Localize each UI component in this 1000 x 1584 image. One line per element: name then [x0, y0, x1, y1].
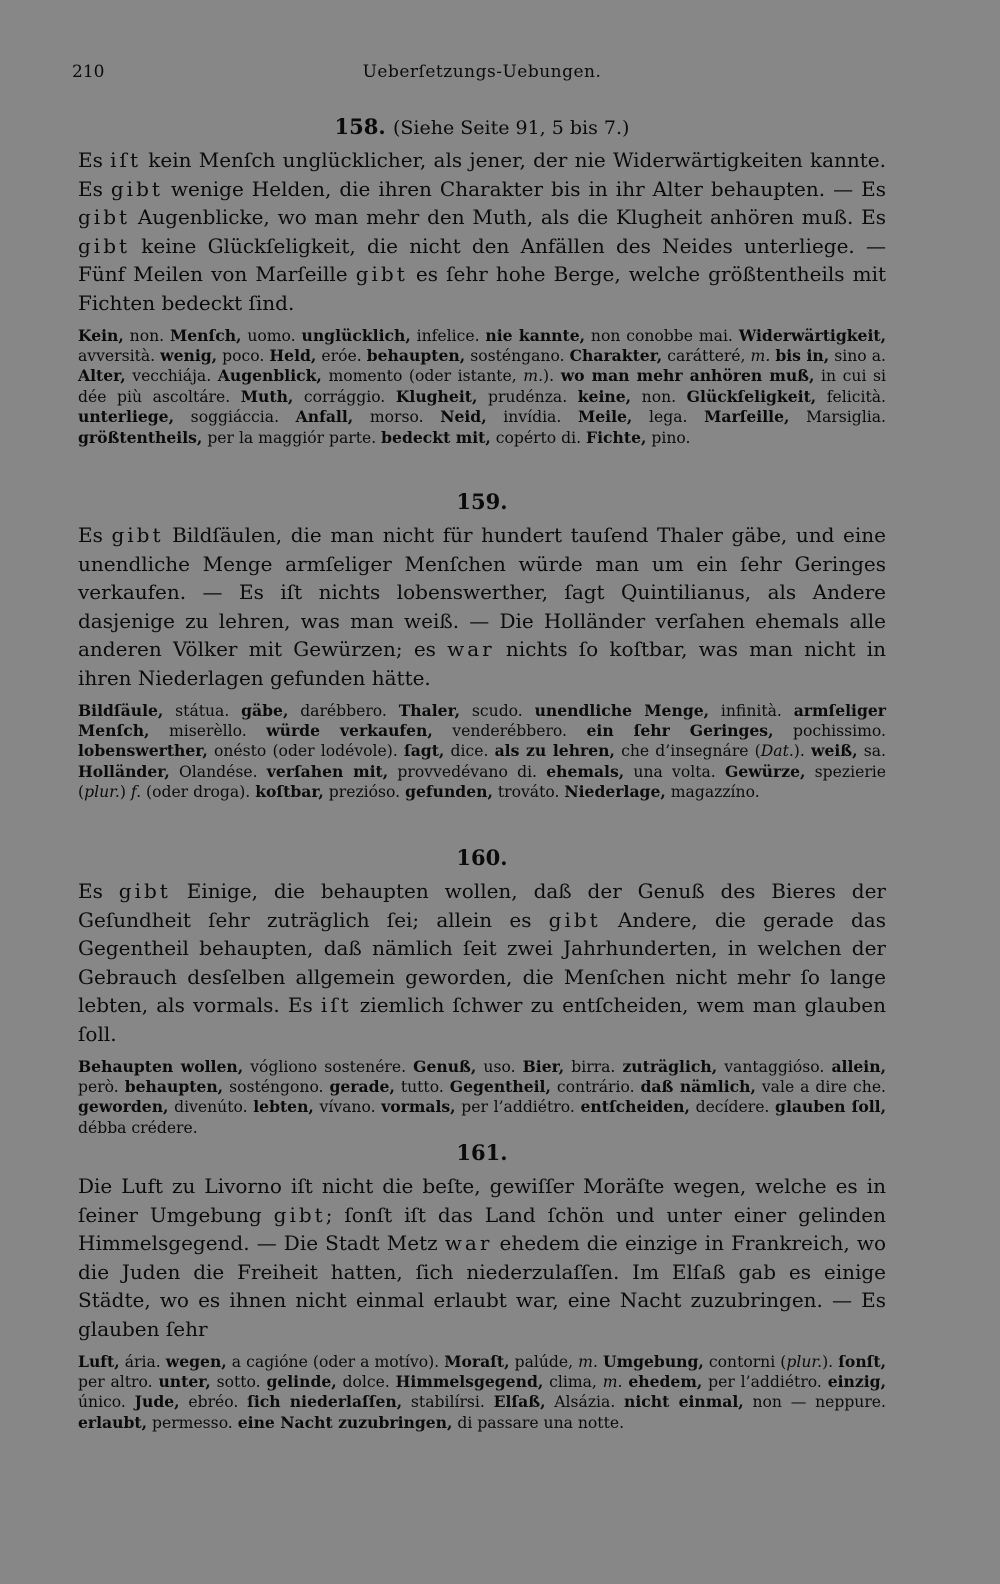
text-run: dolce.	[336, 1372, 396, 1391]
gloss-term: bedeckt mit,	[381, 427, 491, 447]
gloss-term: ehemals,	[546, 761, 625, 781]
exercise-paragraph	[78, 146, 886, 318]
vocabulary-gloss	[78, 701, 886, 803]
text-run: però.	[78, 1077, 125, 1096]
text-run: carátteré,	[662, 346, 751, 365]
text-run: kein Menſch unglücklicher, als jener, der nie Widerwärtigkeiten kannte. Es	[78, 148, 887, 201]
text-run: pino.	[646, 428, 691, 447]
text-run: non — neppure.	[743, 1393, 886, 1412]
text-run: spezierie (	[78, 762, 886, 802]
text-run: ebréo.	[179, 1393, 248, 1412]
text-run: invídia.	[486, 408, 578, 427]
gloss-term: geworden,	[78, 1097, 169, 1117]
text-run: non.	[631, 387, 687, 406]
gloss-paragraph	[78, 1057, 886, 1139]
grammar-note: m.	[578, 1352, 598, 1371]
exercise-paragraph	[78, 521, 886, 693]
exercise-text	[78, 521, 886, 693]
gloss-term: Elſaß,	[493, 1392, 546, 1412]
text-run: único.	[78, 1393, 135, 1412]
gloss-term: erlaubt,	[78, 1412, 148, 1432]
gloss-paragraph	[78, 701, 886, 803]
text-run: uso.	[476, 1057, 523, 1076]
gloss-term: Kein,	[78, 325, 124, 345]
exercise-heading	[78, 1138, 886, 1172]
gloss-term: Augenblick,	[217, 366, 322, 386]
text-run: sosténgano.	[465, 346, 570, 365]
emphasized-word: war	[444, 1231, 493, 1256]
text-run: infinità.	[709, 701, 794, 720]
text-run: tutto.	[394, 1077, 450, 1096]
text-run: magazzíno.	[665, 783, 760, 802]
gloss-term: Glückſeligkeit,	[686, 386, 817, 406]
text-run: per altro.	[78, 1372, 159, 1391]
gloss-term: ſich niederlaſſen,	[247, 1392, 403, 1412]
text-run: Augenblicke, wo man mehr den Muth, als die Klugheit anhören muß. Es	[130, 205, 886, 230]
gloss-paragraph	[78, 1352, 886, 1434]
emphasized-word: gibt	[110, 176, 163, 201]
text-run: morso.	[353, 408, 441, 427]
exercise-number: 160.	[456, 845, 508, 870]
text-run: lega.	[632, 408, 705, 427]
gloss-term: Moraſt,	[444, 1351, 510, 1371]
gloss-term: unglücklich,	[301, 325, 411, 345]
gloss-term: Himmelsgegend,	[395, 1371, 544, 1391]
emphasized-word: gibt	[548, 907, 601, 932]
text-run: keine Glückſeligkeit, die nicht den Anfällen des Neides unterliege. — Fünf Meilen von Marſeille	[78, 233, 886, 287]
text-run: birra.	[564, 1057, 623, 1076]
exercise-159	[78, 487, 886, 803]
text-run: prudénza.	[477, 387, 578, 406]
text-run: vógliono sostenére.	[243, 1057, 414, 1076]
text-run: momento (oder istante,	[321, 367, 524, 386]
gloss-term: Fichte,	[586, 427, 647, 447]
gloss-term: Behaupten wollen,	[78, 1056, 244, 1076]
vocabulary-gloss	[78, 1057, 886, 1139]
text-run: sa.	[857, 742, 886, 761]
text-run: dice.	[444, 742, 495, 761]
gloss-term: wo man mehr anhören muß,	[560, 366, 815, 386]
text-run: vecchiája.	[125, 367, 218, 386]
text-run: decídere.	[689, 1098, 776, 1117]
gloss-paragraph	[78, 326, 886, 448]
gloss-term: unendliche Menge,	[534, 700, 710, 720]
text-run: Es	[78, 523, 112, 547]
exercise-paragraph	[78, 877, 886, 1049]
text-run: onésto (oder lodévole).	[207, 742, 404, 761]
page-number: 210	[72, 62, 105, 82]
gloss-term: Muth,	[240, 386, 294, 406]
gloss-term: Jude,	[134, 1392, 180, 1412]
text-run: divenúto.	[168, 1098, 254, 1117]
text-run: sosténgono.	[223, 1077, 330, 1096]
text-run: clima,	[543, 1372, 603, 1391]
text-run: permesso.	[147, 1413, 238, 1432]
text-run: Die Luft zu Livorno iſt nicht die beſte, gewiſſer Moräſte wegen, welche es in ſeiner Umgebung	[78, 1174, 886, 1227]
exercise-text	[78, 146, 886, 318]
gloss-term: ein ſehr Geringes,	[586, 720, 774, 740]
text-run: Es	[78, 148, 111, 172]
gloss-term: größtentheils,	[78, 427, 203, 447]
running-head	[72, 62, 892, 86]
text-run: Marsiglia.	[789, 408, 886, 427]
gloss-term: als zu lehren,	[494, 741, 615, 761]
gloss-term: nicht einmal,	[624, 1392, 744, 1412]
emphasized-word: gibt	[118, 879, 171, 903]
text-run: a cagióne (oder a motívo).	[226, 1352, 445, 1371]
text-run: non conobbe mai.	[585, 326, 739, 345]
exercise-number: 159.	[456, 489, 508, 514]
text-run: eróe.	[316, 346, 367, 365]
gloss-term: unter,	[158, 1371, 211, 1391]
text-run: infelice.	[410, 326, 486, 345]
text-run: (oder droga).	[141, 783, 256, 802]
text-run: scudo.	[460, 701, 535, 720]
text-run: in cui si dée più ascoltáre.	[78, 367, 887, 406]
gloss-term: behaupten,	[124, 1076, 224, 1096]
text-run: felicità.	[816, 387, 886, 406]
gloss-term: verſahen mit,	[266, 761, 389, 781]
text-run: che d’insegnáre (	[614, 742, 761, 761]
vocabulary-gloss	[78, 326, 886, 448]
emphasized-word: gibt	[78, 205, 131, 230]
gloss-term: gelinde,	[266, 1371, 337, 1391]
text-run: Es	[78, 879, 119, 903]
text-run: poco.	[217, 346, 270, 365]
emphasized-word: gibt	[273, 1202, 326, 1227]
exercise-heading	[78, 843, 886, 877]
gloss-term: koſtbar,	[255, 782, 324, 802]
gloss-term: Menſch,	[169, 325, 242, 345]
text-run: sino a.	[829, 346, 886, 365]
text-run: venderébbero.	[432, 721, 587, 740]
gloss-term: Bildſäule,	[78, 700, 164, 720]
gloss-term: zuträglich,	[622, 1056, 718, 1076]
text-run: ziemlich ſchwer zu entſcheiden, wem man glauben ſoll.	[78, 993, 886, 1046]
emphasized-word: gibt	[355, 262, 408, 287]
gloss-term: Gewürze,	[725, 761, 806, 781]
gloss-term: weiß,	[811, 741, 858, 761]
gloss-term: eine Nacht zuzubringen,	[237, 1412, 453, 1432]
gloss-term: Genuß,	[413, 1056, 477, 1076]
grammar-note: plur.	[84, 783, 120, 802]
gloss-term: allein,	[831, 1056, 887, 1076]
text-run: vale a dire che.	[755, 1077, 887, 1096]
text-run: pochissimo.	[773, 721, 886, 740]
text-run: ária.	[119, 1352, 166, 1371]
gloss-term: würde verkaufen,	[266, 720, 433, 740]
gloss-term: nie kannte,	[485, 325, 586, 345]
gloss-term: keine,	[577, 386, 632, 406]
text-run: stabilírsi.	[402, 1393, 494, 1412]
text-run: contrário.	[550, 1077, 641, 1096]
gloss-term: gäbe,	[241, 700, 289, 720]
text-run: Olandése.	[169, 762, 267, 781]
text-run: Einige, die behaupten wollen, daß der Genuß des Bieres der Geſundheit ſehr zuträglich ſei; allein es	[78, 879, 886, 932]
text-run: vívano.	[313, 1098, 382, 1117]
exercise-reference: (Siehe Seite 91, 5 bis 7.)	[392, 117, 630, 139]
text-run: per la maggiór parte.	[202, 428, 382, 447]
text-run: státua.	[163, 701, 242, 720]
gloss-term: gerade,	[329, 1076, 395, 1096]
gloss-term: Klugheit,	[395, 386, 478, 406]
gloss-term: Alter,	[78, 366, 126, 386]
gloss-term: armſeliger Menſch,	[78, 700, 887, 740]
text-run: uomo.	[241, 326, 302, 345]
running-title: Ueberſetzungs-Uebungen.	[362, 62, 602, 82]
gloss-term: Widerwärtigkeit,	[738, 325, 887, 345]
text-run: darébbero.	[288, 701, 399, 720]
text-run: contorni (	[703, 1352, 787, 1371]
emphasized-word: gibt	[111, 523, 164, 547]
gloss-term: Held,	[269, 345, 317, 365]
emphasized-word: iſt	[110, 148, 141, 172]
exercise-paragraph	[78, 1172, 886, 1344]
emphasized-word: gibt	[78, 233, 131, 258]
exercise-text	[78, 877, 886, 1049]
gloss-term: Marſeille,	[704, 407, 790, 427]
text-run: vantaggióso.	[717, 1057, 832, 1076]
gloss-term: lobenswerther,	[78, 741, 208, 761]
exercise-number: 161.	[456, 1140, 508, 1165]
text-run: wenige Helden, die ihren Charakter bis in ihr Alter behaupten. — Es	[162, 176, 886, 201]
text-run: ; ſonſt iſt das Land ſchön und unter einer gelinden Himmelsgegend. — Die Stadt Metz	[78, 1202, 887, 1256]
gloss-term: Niederlage,	[564, 782, 666, 802]
text-run: ).	[793, 742, 812, 761]
text-run: miserèllo.	[149, 721, 267, 740]
text-run: soggiáccia.	[174, 408, 296, 427]
gloss-term: ſagt,	[403, 741, 445, 761]
text-run: Andere, die gerade das Gegentheil behaupten, daß nämlich ſeit zwei Jahrhunderten, in welchen der Gebrauch desſelben allgemein geworden, die Menſchen nicht mehr ſo lange lebten, als vormals. Es	[78, 907, 886, 1018]
gloss-term: unterliege,	[78, 407, 175, 427]
gloss-term: wenig,	[160, 345, 218, 365]
exercise-number: 158.	[334, 114, 386, 139]
text-run: ehedem die einzige in Frankreich, wo die Juden die Freiheit hatten, ſich niederzulaſſen. Im Elſaß gab es einige Städte, wo es ihnen nicht einmal erlaubt war, eine Nacht zuzubringen. — Es glauben ſehr	[78, 1231, 887, 1341]
gloss-term: Charakter,	[569, 345, 663, 365]
gloss-term: Neid,	[440, 407, 487, 427]
text-run: nichts ſo koſtbar, was man nicht in ihren Niederlagen gefunden hätte.	[78, 637, 886, 690]
gloss-term: daß nämlich,	[640, 1076, 756, 1096]
gloss-term: gefunden,	[405, 782, 493, 802]
gloss-term: ſonſt,	[838, 1351, 887, 1371]
text-run: débba crédere.	[78, 1118, 198, 1137]
text-run: prezióso.	[323, 783, 406, 802]
gloss-term: ehedem,	[628, 1371, 703, 1391]
gloss-term: Umgebung,	[603, 1351, 704, 1371]
gloss-term: Thaler,	[398, 700, 461, 720]
grammar-note: Dat.	[760, 742, 794, 761]
text-run: )	[119, 783, 131, 802]
text-run: ).	[822, 1352, 839, 1371]
exercise-160	[78, 843, 886, 1138]
gloss-term: Meile,	[577, 407, 633, 427]
text-run: per l’addiétro.	[455, 1098, 581, 1117]
gloss-term: wegen,	[165, 1351, 227, 1371]
gloss-term: einzig,	[827, 1371, 886, 1391]
text-run: Alsázia.	[545, 1393, 625, 1412]
text-run: avversità.	[78, 346, 161, 365]
text-run: copérto di.	[490, 428, 587, 447]
emphasized-word: iſt	[320, 993, 352, 1018]
gloss-term: entſcheiden,	[580, 1097, 690, 1117]
exercise-heading	[78, 487, 886, 521]
text-run: palúde,	[509, 1352, 579, 1371]
gloss-term: Holländer,	[78, 761, 170, 781]
grammar-note: m.	[602, 1372, 623, 1391]
text-run: di passare una notte.	[452, 1413, 625, 1432]
gloss-term: behaupten,	[366, 345, 466, 365]
gloss-term: lebten,	[253, 1097, 314, 1117]
text-run: per l’addiétro.	[702, 1372, 828, 1391]
text-run: ).	[543, 367, 561, 386]
text-run: Bildſäulen, die man nicht für hundert tauſend Thaler gäbe, und eine unendliche Menge armſeliger Menſchen würde man um ein ſehr Geringes verkaufen. — Es iſt nichts lobenswerther, ſagt Quintilianus, als Andere dasjenige zu lehren, was man weiß. — Die Holländer verſahen ehemals alle anderen Völker mit Gewürzen; es	[78, 523, 886, 662]
exercise-158	[78, 112, 886, 448]
exercise-heading	[78, 112, 886, 146]
emphasized-word: war	[447, 637, 495, 662]
vocabulary-gloss	[78, 1352, 886, 1434]
gloss-term: Anfall,	[295, 407, 354, 427]
grammar-note: m.	[750, 346, 771, 365]
text-run: trováto.	[492, 783, 565, 802]
grammar-note: f.	[130, 783, 142, 802]
exercise-text	[78, 1172, 886, 1344]
text-run: non.	[123, 326, 170, 345]
gloss-term: bis in,	[775, 345, 830, 365]
text-run: una volta.	[624, 762, 726, 781]
grammar-note: plur.	[786, 1352, 823, 1371]
text-run: provvedévano di.	[388, 762, 547, 781]
gloss-term: glauben ſoll,	[775, 1097, 886, 1117]
exercise-161	[78, 1138, 886, 1433]
gloss-term: Bier,	[522, 1056, 565, 1076]
text-run: es ſehr hohe Berge, welche größtentheils mit Fichten bedeckt ſind.	[78, 262, 886, 315]
gloss-term: Luft,	[78, 1351, 120, 1371]
grammar-note: m.	[523, 367, 544, 386]
gloss-term: Gegentheil,	[449, 1076, 551, 1096]
text-run: sotto.	[210, 1372, 267, 1391]
gloss-term: vormals,	[381, 1097, 456, 1117]
text-run: corrággio.	[293, 387, 396, 406]
